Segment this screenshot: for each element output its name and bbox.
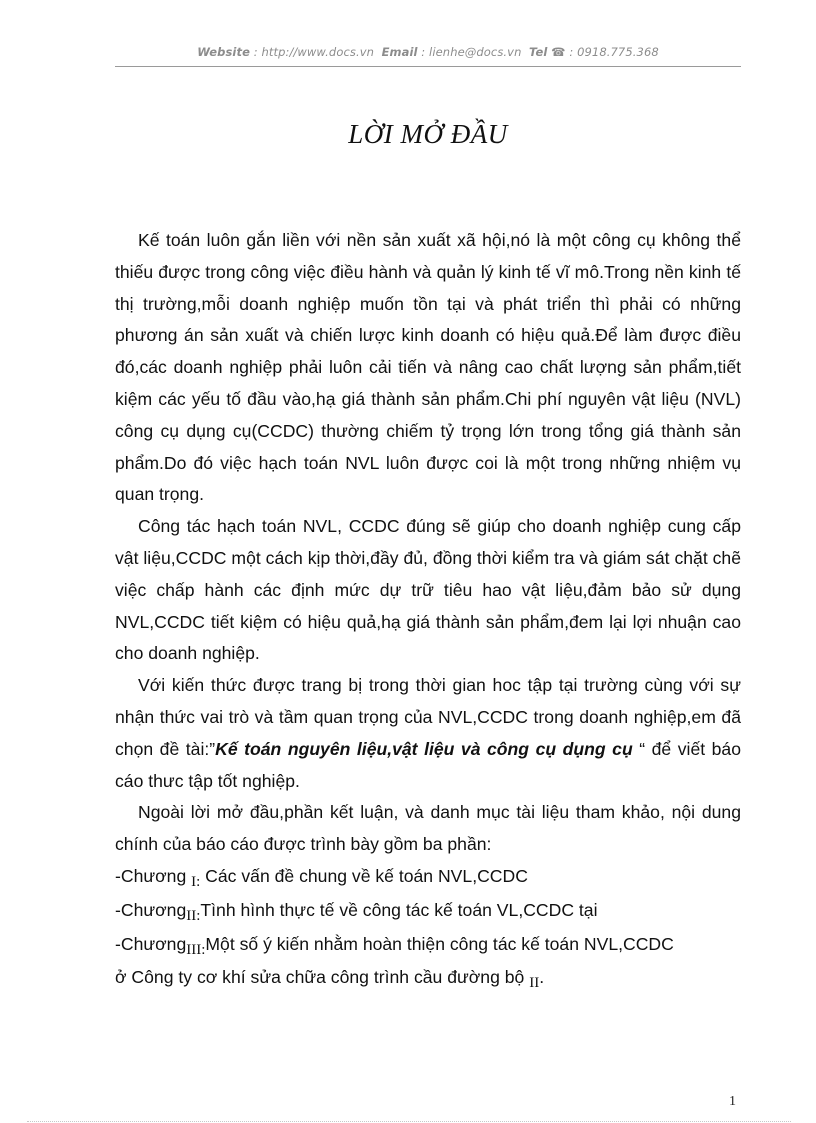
website-url[interactable]: http://www.docs.vn: [261, 45, 375, 59]
chapter-text: Một số ý kiến nhằm hoàn thiện công tác kế toán NVL,CCDC: [205, 933, 674, 954]
website-separator: :: [249, 45, 262, 59]
document-body: [115, 225, 741, 996]
page-bottom-divider: [27, 1121, 791, 1122]
chapter-item-1: [115, 861, 741, 895]
email-address[interactable]: lienhe@docs.vn: [429, 45, 522, 59]
page-title: LỜI MỞ ĐẦU: [348, 119, 508, 149]
page-header: [115, 45, 741, 59]
email-separator: :: [417, 45, 430, 59]
topic-lead-text: Với kiến thức được trang bị trong thời gian hoc tập tại trường cùng với sự nhận thức vai trò và tầm quan trọng của NVL,CCDC trong doanh nghiệp,em đã chọn đề tài:”: [115, 675, 741, 759]
closing-end: .: [539, 967, 545, 988]
closing-text: ở Công ty cơ khí sửa chữa công trình cầu đường bộ: [115, 967, 530, 988]
paragraph-structure: Ngoài lời mở đầu,phần kết luận, và danh mục tài liệu tham khảo, nội dung chính của báo cáo được trình bày gồm ba phần:: [115, 802, 741, 855]
paragraph-topic: [115, 670, 741, 797]
chapter-prefix: -Chương: [115, 899, 187, 920]
chapter-numeral: III:: [186, 941, 206, 958]
chapter-numeral: I:: [191, 873, 201, 890]
tel-label: Tel: [528, 45, 548, 59]
page-number: 1: [729, 1094, 736, 1109]
header-divider: [115, 66, 741, 67]
paragraph-intro: Kế toán luôn gắn liền với nền sản xuất xã hội,nó là một công cụ không thể thiếu được trong công việc điều hành và quản lý kinh tế vĩ mô.Trong nền kinh tế thị trường,mỗi doanh nghiệp muốn tồn tại và phát triển thì phải có những phương án sản xuất và chiến lược kinh doanh có hiệu quả.Để làm được điều đó,các doanh nghiệp phải luôn cải tiến và nâng cao chất lượng sản phẩm,tiết kiệm các yếu tố đầu vào,hạ giá thành sản phẩm.Chi phí nguyên vật liệu (NVL) công cụ dụng cụ(CCDC) thường chiếm tỷ trọng lớn trong tổng giá thành sản phẩm.Do đó việc hạch toán NVL luôn được coi là một trong những nhiệm vụ quan trọng.: [115, 230, 741, 505]
topic-title: Kế toán nguyên liệu,vật liệu và công cụ dụng cụ: [215, 738, 633, 759]
tel-separator: :: [565, 45, 578, 59]
email-label: Email: [381, 45, 418, 59]
chapter-numeral: II:: [186, 907, 201, 924]
tel-number: 0918.775.368: [577, 45, 659, 59]
chapter-item-2: [115, 895, 741, 929]
closing-line: [115, 962, 741, 996]
phone-icon: ☎: [551, 45, 566, 59]
chapter-prefix: -Chương: [115, 933, 187, 954]
chapter-prefix: -Chương: [115, 865, 192, 886]
chapter-text: Tình hình thực tế về công tác kế toán VL,CCDC tại: [200, 899, 598, 920]
website-label: Website: [197, 45, 250, 59]
chapter-item-3: [115, 929, 741, 963]
topic-trail-text: “ để viết báo cáo thưc tập tốt nghiệp.: [115, 738, 742, 791]
closing-numeral: II: [529, 975, 540, 992]
chapter-text: Các vấn đề chung về kế toán NVL,CCDC: [200, 865, 528, 886]
paragraph-importance: Công tác hạch toán NVL, CCDC đúng sẽ giúp cho doanh nghiệp cung cấp vật liệu,CCDC một cách kịp thời,đầy đủ, đồng thời kiểm tra và giám sát chặt chẽ việc chấp hành các định mức dự trữ tiêu hao vật liệu,đảm bảo sử dụng NVL,CCDC tiết kiệm có hiệu quả,hạ giá thành sản phẩm,đem lại lợi nhuận cao cho doanh nghiệp.: [115, 516, 741, 664]
